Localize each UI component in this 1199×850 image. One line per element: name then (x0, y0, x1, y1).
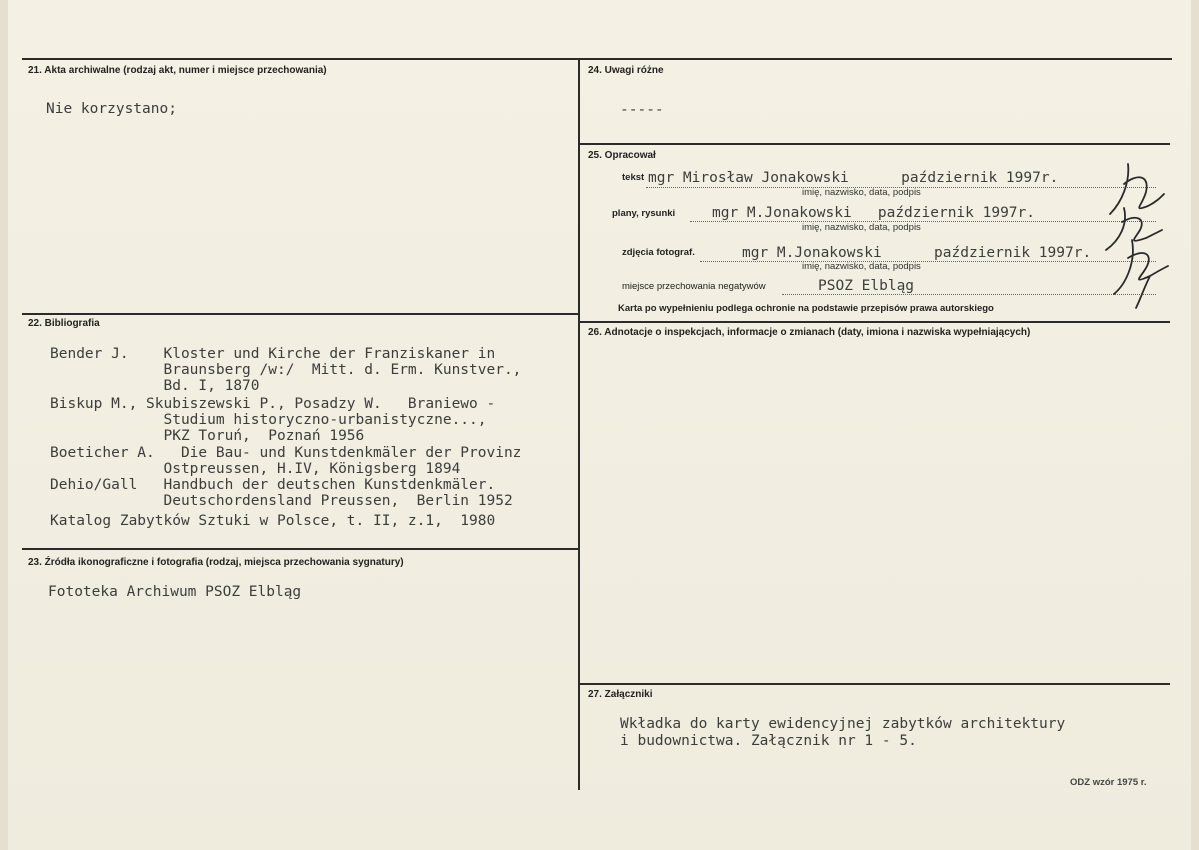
section-24-text: ----- (620, 102, 664, 118)
zdjecia-label: zdjęcia fotograf. (622, 247, 695, 258)
form-footer: ODZ wzór 1975 r. (1070, 777, 1147, 788)
plany-label: plany, rysunki (612, 208, 676, 219)
negatywy-label: miejsce przechowania negatywów (622, 281, 766, 292)
section-21-text: Nie korzystano; (46, 101, 177, 117)
bibliography-line: Deutschordensland Preussen, Berlin 1952 (50, 493, 513, 509)
bibliography-line: PKZ Toruń, Poznań 1956 (50, 428, 365, 444)
section-27-label: 27. Załączniki (588, 689, 653, 700)
bibliography-line: Bender J. Kloster und Kirche der Franziskaner in (50, 346, 496, 362)
section-23-text: Fototeka Archiwum PSOZ Elbląg (48, 584, 302, 600)
attachments-line: Wkładka do karty ewidencyjnej zabytków architektury (620, 716, 1066, 732)
bibliography-line: Dehio/Gall Handbuch der deutschen Kunstdenkmäler. (50, 477, 496, 493)
section-21-label: 21. Akta archiwalne (rodzaj akt, numer i miejsce przechowania) (28, 65, 327, 76)
copyright-note: Karta po wypełnieniu podlega ochronie na podstawie przepisów prawa autorskiego (618, 303, 994, 314)
right-paper-edge (1191, 0, 1199, 850)
rule-21-22 (22, 313, 578, 315)
bibliography-line: Biskup M., Skubiszewski P., Posadzy W. Braniewo - (50, 396, 496, 412)
rule-25-26 (580, 321, 1170, 323)
bibliography-line: Studium historyczno-urbanistyczne..., (50, 412, 487, 428)
left-paper-edge (0, 0, 8, 850)
plany-value: mgr M.Jonakowski październik 1997r. (712, 205, 1036, 221)
bibliography-line: Katalog Zabytków Sztuki w Polsce, t. II, z.1, 1980 (50, 513, 496, 529)
rule-22-23 (22, 548, 578, 550)
section-26-label: 26. Adnotacje o inspekcjach, informacje o zmianach (daty, imiona i nazwiska wypełniających) (588, 327, 1031, 338)
bibliography-line: Ostpreussen, H.IV, Königsberg 1894 (50, 461, 461, 477)
plany-caption: imię, nazwisko, data, podpis (802, 222, 921, 233)
attachments-line: i budownictwa. Załącznik nr 1 - 5. (620, 733, 917, 749)
zdjecia-value: mgr M.Jonakowski październik 1997r. (742, 245, 1092, 261)
section-22-label: 22. Bibliografia (28, 318, 100, 329)
handwritten-signature (1088, 158, 1178, 318)
section-25-label: 25. Opracował (588, 150, 656, 161)
rule-26-27 (580, 683, 1170, 685)
negatywy-value: PSOZ Elbląg (818, 278, 915, 294)
tekst-label: tekst (622, 172, 645, 183)
plany-dotted-line (690, 221, 1156, 222)
center-divider (578, 58, 580, 790)
zdjecia-caption: imię, nazwisko, data, podpis (802, 261, 921, 272)
section-24-label: 24. Uwagi różne (588, 65, 664, 76)
section-23-label: 23. Źródła ikonograficzne i fotografia (rodzaj, miejsca przechowania sygnatury) (28, 557, 404, 568)
bibliography-line: Braunsberg /w:/ Mitt. d. Erm. Kunstver., (50, 362, 522, 378)
tekst-caption: imię, nazwisko, data, podpis (802, 187, 921, 198)
rule-24-25 (580, 143, 1170, 145)
bibliography-line: Boeticher A. Die Bau- und Kunstdenkmäler der Provinz (50, 445, 522, 461)
tekst-value: mgr Mirosław Jonakowski październik 1997r. (648, 170, 1059, 186)
bibliography-line: Bd. I, 1870 (50, 378, 260, 394)
top-rule (22, 58, 1172, 60)
